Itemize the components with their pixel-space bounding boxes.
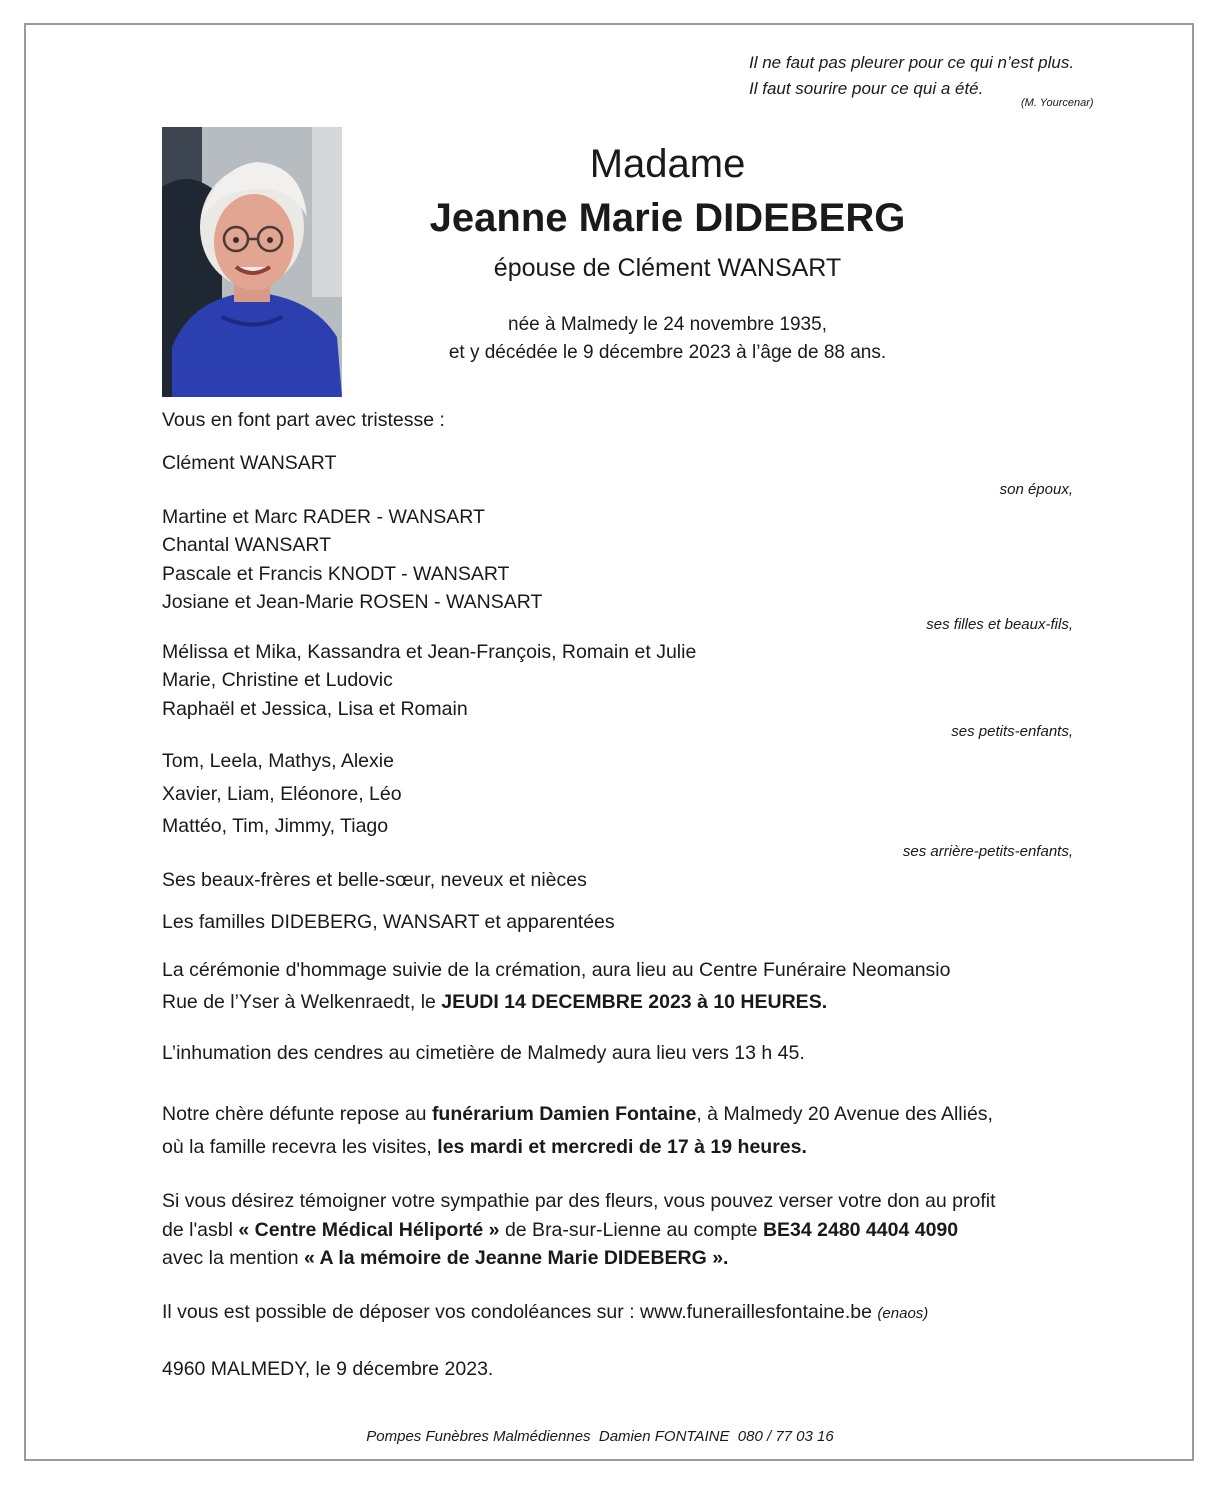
donation-info bbox=[162, 1187, 996, 1273]
list-item: Raphaël et Jessica, Lisa et Romain bbox=[162, 697, 468, 720]
visitation-line-2 bbox=[162, 1131, 993, 1164]
burial-info: L’inhumation des cendres au cimetière de Malmedy aura lieu vers 13 h 45. bbox=[162, 1042, 805, 1064]
visitation-hours: les mardi et mercredi de 17 à 19 heures. bbox=[437, 1136, 807, 1158]
great-grandchildren-list bbox=[162, 745, 402, 843]
ceremony-info bbox=[162, 954, 950, 1018]
announcement-intro: Vous en font part avec tristesse : bbox=[162, 409, 445, 431]
list-item: Xavier, Liam, Eléonore, Léo bbox=[162, 782, 402, 805]
list-item: Mattéo, Tim, Jimmy, Tiago bbox=[162, 815, 389, 837]
birth-line: née à Malmedy le 24 novembre 1935, bbox=[508, 314, 827, 335]
visitation-info bbox=[162, 1098, 993, 1164]
portrait-illustration bbox=[162, 127, 342, 397]
list-item: Marie, Christine et Ludovic bbox=[162, 669, 393, 692]
husband-name: Clément WANSART bbox=[162, 452, 337, 474]
list-item: Chantal WANSART bbox=[162, 534, 332, 557]
children-list bbox=[162, 503, 542, 616]
ceremony-line-1: La cérémonie d'hommage suivie de la crémation, aura lieu au Centre Funéraire Neomansio bbox=[162, 959, 951, 981]
condolences-text: Il vous est possible de déposer vos condoléances sur : www.funeraillesfontaine.be bbox=[162, 1301, 872, 1323]
place-and-date: 4960 MALMEDY, le 9 décembre 2023. bbox=[162, 1358, 494, 1380]
list-item: Josiane et Jean-Marie ROSEN - WANSART bbox=[162, 590, 543, 613]
list-item: Pascale et Francis KNODT - WANSART bbox=[162, 562, 510, 585]
funerarium-name: funérarium Damien Fontaine bbox=[431, 1103, 697, 1125]
condolences-note: (enaos) bbox=[877, 1305, 929, 1322]
list-item: Mélissa et Mika, Kassandra et Jean-François, Romain et Julie bbox=[162, 641, 697, 663]
donation-line-2 bbox=[162, 1216, 996, 1245]
donation-mention: « A la mémoire de Jeanne Marie DIDEBERG ». bbox=[304, 1247, 729, 1269]
visitation-text: où la famille recevra les visites, bbox=[162, 1136, 438, 1158]
quote-author: (M. Yourcenar) bbox=[1021, 97, 1094, 109]
donation-line-3 bbox=[162, 1244, 996, 1273]
ceremony-datetime: JEUDI 14 DECEMBRE 2023 à 10 HEURES. bbox=[441, 991, 828, 1013]
deceased-name: Jeanne Marie DIDEBERG bbox=[429, 196, 906, 240]
portrait-photo bbox=[162, 127, 342, 397]
death-line: et y décédée le 9 décembre 2023 à l’âge de 88 ans. bbox=[448, 342, 887, 363]
grandchildren-list bbox=[162, 638, 696, 723]
bank-account: BE34 2480 4404 4090 bbox=[762, 1218, 959, 1241]
ceremony-line-2 bbox=[162, 986, 950, 1018]
donation-text: de l'asbl bbox=[162, 1218, 239, 1241]
donation-text: de Bra-sur-Lienne au compte bbox=[499, 1218, 763, 1241]
birth-death-dates bbox=[370, 311, 965, 367]
donation-line-1: Si vous désirez témoigner votre sympathie par des fleurs, vous pouvez verser votre don au profit bbox=[162, 1190, 996, 1212]
visitation-line-1 bbox=[162, 1098, 993, 1131]
visitation-text: Notre chère défunte repose au bbox=[162, 1103, 432, 1125]
spouse-line: épouse de Clément WANSART bbox=[493, 254, 842, 282]
funeral-home-footer: Pompes Funèbres Malmédiennes Damien FONTAINE 080 / 77 03 16 bbox=[366, 1428, 834, 1445]
families-line: Les familles DIDEBERG, WANSART et apparentées bbox=[162, 911, 615, 933]
great-grandchildren-role: ses arrière-petits-enfants, bbox=[902, 843, 1073, 860]
title-madame: Madame bbox=[589, 142, 746, 186]
in-laws-line: Ses beaux-frères et belle-sœur, neveux et nièces bbox=[162, 869, 587, 891]
charity-name: « Centre Médical Héliporté » bbox=[238, 1218, 500, 1241]
condolences-info bbox=[162, 1301, 928, 1324]
funerarium-address: , à Malmedy 20 Avenue des Alliés, bbox=[696, 1103, 993, 1125]
list-item: Tom, Leela, Mathys, Alexie bbox=[162, 750, 394, 772]
ceremony-location: Rue de l’Yser à Welkenraedt, le bbox=[162, 991, 442, 1013]
donation-text: avec la mention bbox=[162, 1247, 304, 1269]
husband-role: son époux, bbox=[999, 481, 1073, 498]
children-role: ses filles et beaux-fils, bbox=[926, 616, 1073, 633]
epigraph-quote bbox=[749, 50, 1074, 102]
list-item: Martine et Marc RADER - WANSART bbox=[162, 506, 485, 528]
quote-line-2: Il faut sourire pour ce qui a été. bbox=[749, 79, 984, 98]
grandchildren-role: ses petits-enfants, bbox=[951, 723, 1073, 740]
quote-line-1: Il ne faut pas pleurer pour ce qui n’est plus. bbox=[749, 53, 1075, 72]
